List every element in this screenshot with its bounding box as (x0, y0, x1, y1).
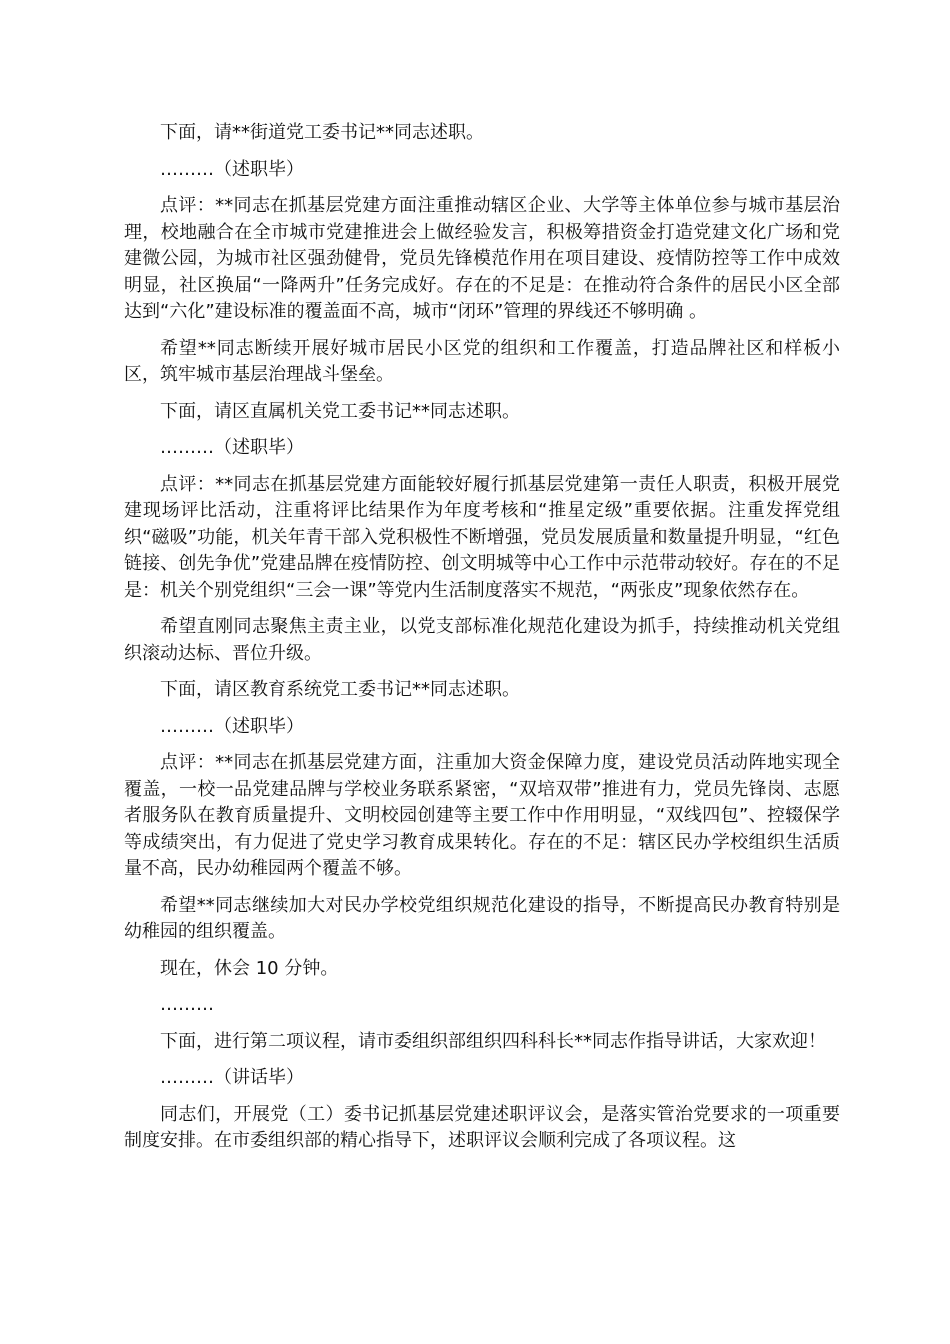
paragraph-report-finished: ………（述职毕） (160, 437, 304, 458)
paragraph-street-committee-hope: 希望**同志断续开展好城市居民小区党的组织和工作覆盖，打造品牌社区和样板小区，筑牢城市基层治理战斗堡垒。 (124, 337, 840, 385)
paragraph-ellipsis: ……… (160, 994, 214, 1015)
paragraph-speech-finished: ………（讲话毕） (160, 1067, 304, 1088)
paragraph-street-committee-comment: 点评：**同志在抓基层党建方面注重推动辖区企业、大学等主体单位参与城市基层治理，校地融合在全市城市党建推进会上做经验发言，积极筹措资金打造党建文化广场和党建微公园，为城市社区强劲健骨，党员先锋模范作用在项目建设、疫情防控等工作中成效明显，社区换届“一降两升”任务完成好。存在的不足是：在推动符合条件的居民小区全部达到“六化”建设标准的覆盖面不高，城市“闭环”管理的界线还不够明确 。 (124, 195, 840, 322)
paragraph-organ-committee-hope: 希望直刚同志聚焦主责主业，以党支部标准化规范化建设为抓手，持续推动机关党组织滚动达标、晋位升级。 (124, 616, 840, 664)
paragraph-education-committee-comment: 点评：**同志在抓基层党建方面，注重加大资金保障力度，建设党员活动阵地实现全覆盖，一校一品党建品牌与学校业务联系紧密，“双培双带”推进有力，党员先锋岗、志愿者服务队在教育质量提升、文明校园创建等主要工作中作用明显，“双线四包”、控辍保学等成绩突出，有力促进了党史学习教育成果转化。存在的不足：辖区民办学校组织生活质量不高，民办幼稚园两个覆盖不够。 (124, 752, 840, 879)
paragraph-second-agenda: 下面，进行第二项议程，请市委组织部组织四科科长**同志作指导讲话，大家欢迎！ (160, 1030, 826, 1052)
paragraph-report-finished: ………（述职毕） (160, 715, 304, 737)
document-body (124, 120, 840, 1165)
paragraph-recess: 现在，休会 10 分钟。 (160, 957, 339, 979)
paragraph-closing-remarks: 同志们，开展党（工）委书记抓基层党建述职评议会，是落实管治党要求的一项重要制度安排。在市委组织部的精心指导下，述职评议会顺利完成了各项议程。这 (124, 1103, 840, 1151)
paragraph-organ-committee-comment: 点评：**同志在抓基层党建方面能较好履行抓基层党建第一责任人职责，积极开展党建现场评比活动，注重将评比结果作为年度考核和“推星定级”重要依据。注重发挥党组织“磁吸”功能，机关年青干部入党积极性不断增强，党员发展质量和数量提升明显，“红色链接、创先争优”党建品牌在疫情防控、创文明城等中心工作中示范带动较好。存在的不足是：机关个别党组织“三会一课”等党内生活制度落实不规范，“两张皮”现象依然存在。 (124, 473, 840, 601)
paragraph-street-committee-intro: 下面，请**街道党工委书记**同志述职。 (160, 122, 484, 143)
paragraph-organ-committee-intro: 下面，请区直属机关党工委书记**同志述职。 (160, 400, 520, 422)
paragraph-education-committee-intro: 下面，请区教育系统党工委书记**同志述职。 (160, 679, 520, 700)
paragraph-report-finished: ………（述职毕） (160, 158, 304, 180)
paragraph-education-committee-hope: 希望**同志继续加大对民办学校党组织规范化建设的指导，不断提高民办教育特别是幼稚园的组织覆盖。 (124, 894, 840, 942)
